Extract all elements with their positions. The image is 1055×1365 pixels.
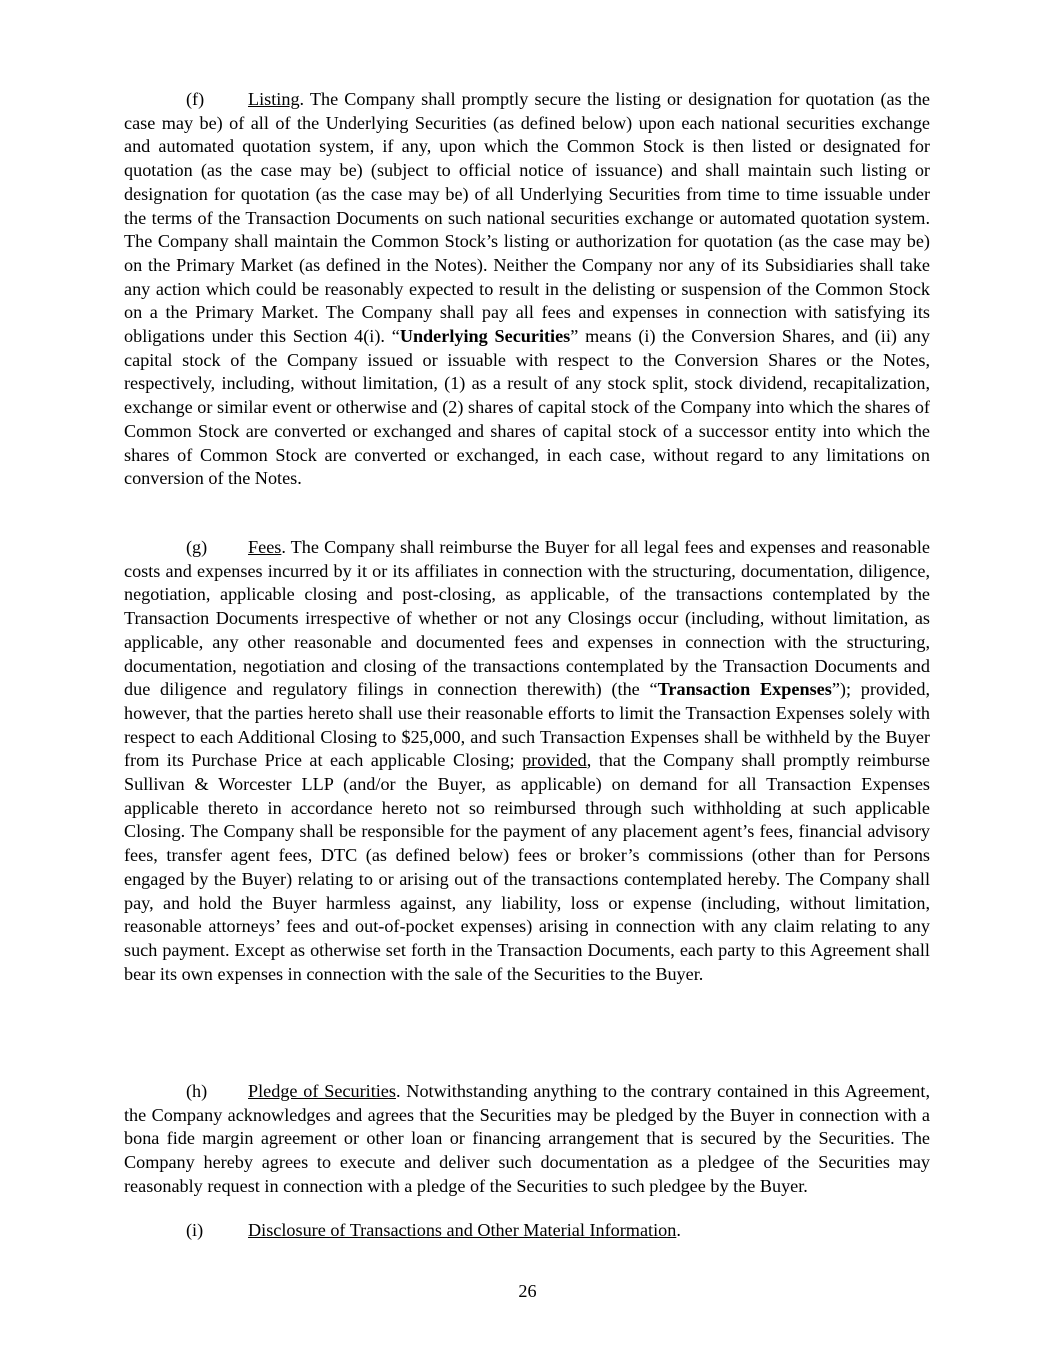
paragraph	[124, 1080, 930, 1199]
section-h-pledge-of-securities	[124, 1080, 930, 1199]
paragraph-text: . The Company shall promptly secure the listing or designation for quotation (as the case may be) of all of the Underlying Securities (as defined below) upon each national securities exchange and automated quotation system, if any, upon which the Common Stock is then listed or designated for quotation (as the case may be) (subject to official notice of issuance) and shall maintain such listing or designation for quotation (as the case may be) of all Underlying Securities from time to time issuable under the terms of the Transaction Documents on such national securities exchange or automated quotation system. The Company shall maintain the Common Stock’s listing or authorization for quotation (as the case may be) on the Primary Market (as defined in the Notes). Neither the Company nor any of its Subsidiaries shall take any action which could be reasonably expected to result in the delisting or suspension of the Common Stock on a the Primary Market. The Company shall pay all fees and expenses in connection with satisfying its obligations under this Section 4(i). “	[124, 89, 930, 347]
paragraph	[124, 88, 930, 491]
proviso-term: provided	[522, 750, 587, 771]
section-label: (h)	[186, 1081, 208, 1101]
section-label: (i)	[186, 1220, 204, 1240]
paragraph	[124, 536, 930, 986]
section-label: (g)	[186, 537, 208, 557]
section-label: (f)	[186, 89, 205, 109]
defined-term: Transaction Expenses	[657, 679, 832, 700]
section-heading: Disclosure of Transactions and Other Material Information	[248, 1220, 677, 1240]
section-heading: Listing	[248, 89, 300, 109]
page-number: 26	[518, 1281, 537, 1301]
paragraph-text: .	[676, 1220, 681, 1240]
section-i-disclosure	[124, 1219, 930, 1243]
section-heading: Fees	[248, 537, 282, 557]
defined-term: Underlying Securities	[399, 326, 571, 347]
paragraph-text: ”); provided, however, that the parties hereto shall use their reasonable efforts to limit the Transaction Expenses solely with respect to each Additional Closing to $25,000, and such Transaction Expenses shall be withheld by the Buyer from its Purchase Price at each applicable Closing;	[124, 679, 930, 771]
paragraph	[124, 1219, 930, 1243]
paragraph-text: . The Company shall reimburse the Buyer for all legal fees and expenses and reasonable costs and expenses incurred by it or its affiliates in connection with the structuring, documentation, diligence, negotiation, applicable closing and post-closing, as applicable, of the transactions contemplated by the Transaction Documents irrespective of whether or not any Closings occur (including, without limitation, as applicable, any other reasonable and documented fees and expenses in connection with the structuring, documentation, negotiation and closing of the transactions contemplated by the Transaction Documents and due diligence and regulatory filings in connection therewith) (the “	[124, 537, 930, 700]
paragraph-text: , that the Company shall promptly reimburse Sullivan & Worcester LLP (and/or the Buyer, as applicable) on demand for all Transaction Expenses applicable thereto in accordance hereto not so reimbursed through such withholding at such applicable Closing. The Company shall be responsible for the payment of any placement agent’s fees, financial advisory fees, transfer agent fees, DTC (as defined below) fees or broker’s commissions (other than for Persons engaged by the Buyer) relating to or arising out of the transactions contemplated hereby. The Company shall pay, and hold the Buyer harmless against, any liability, loss or expense (including, without limitation, reasonable attorneys’ fees and out-of-pocket expenses) arising in connection with any claim relating to any such payment. Except as otherwise set forth in the Transaction Documents, each party to this Agreement shall bear its own expenses in connection with the sale of the Securities to the Buyer.	[124, 750, 930, 984]
section-heading: Pledge of Securities	[248, 1081, 396, 1101]
paragraph-text: ” means (i) the Conversion Shares, and (ii) any capital stock of the Company issued or issuable with respect to the Conversion Shares or the Notes, respectively, including, without limitation, (1) as a result of any stock split, stock dividend, recapitalization, exchange or similar event or otherwise and (2) shares of capital stock of the Company into which the shares of Common Stock are converted or exchanged and shares of capital stock of a successor entity into which the shares of Common Stock are converted or exchanged, in each case, without regard to any limitations on conversion of the Notes.	[124, 326, 930, 489]
paragraph-text: . Notwithstanding anything to the contrary contained in this Agreement, the Company acknowledges and agrees that the Securities may be pledged by the Buyer in connection with a bona fide margin agreement or other loan or financing arrangement that is secured by the Securities. The Company hereby agrees to execute and deliver such documentation as a pledgee of the Securities may reasonably request in connection with a pledge of the Securities to such pledgee by the Buyer.	[124, 1081, 930, 1196]
section-g-fees	[124, 536, 930, 986]
section-f-listing	[124, 88, 930, 491]
